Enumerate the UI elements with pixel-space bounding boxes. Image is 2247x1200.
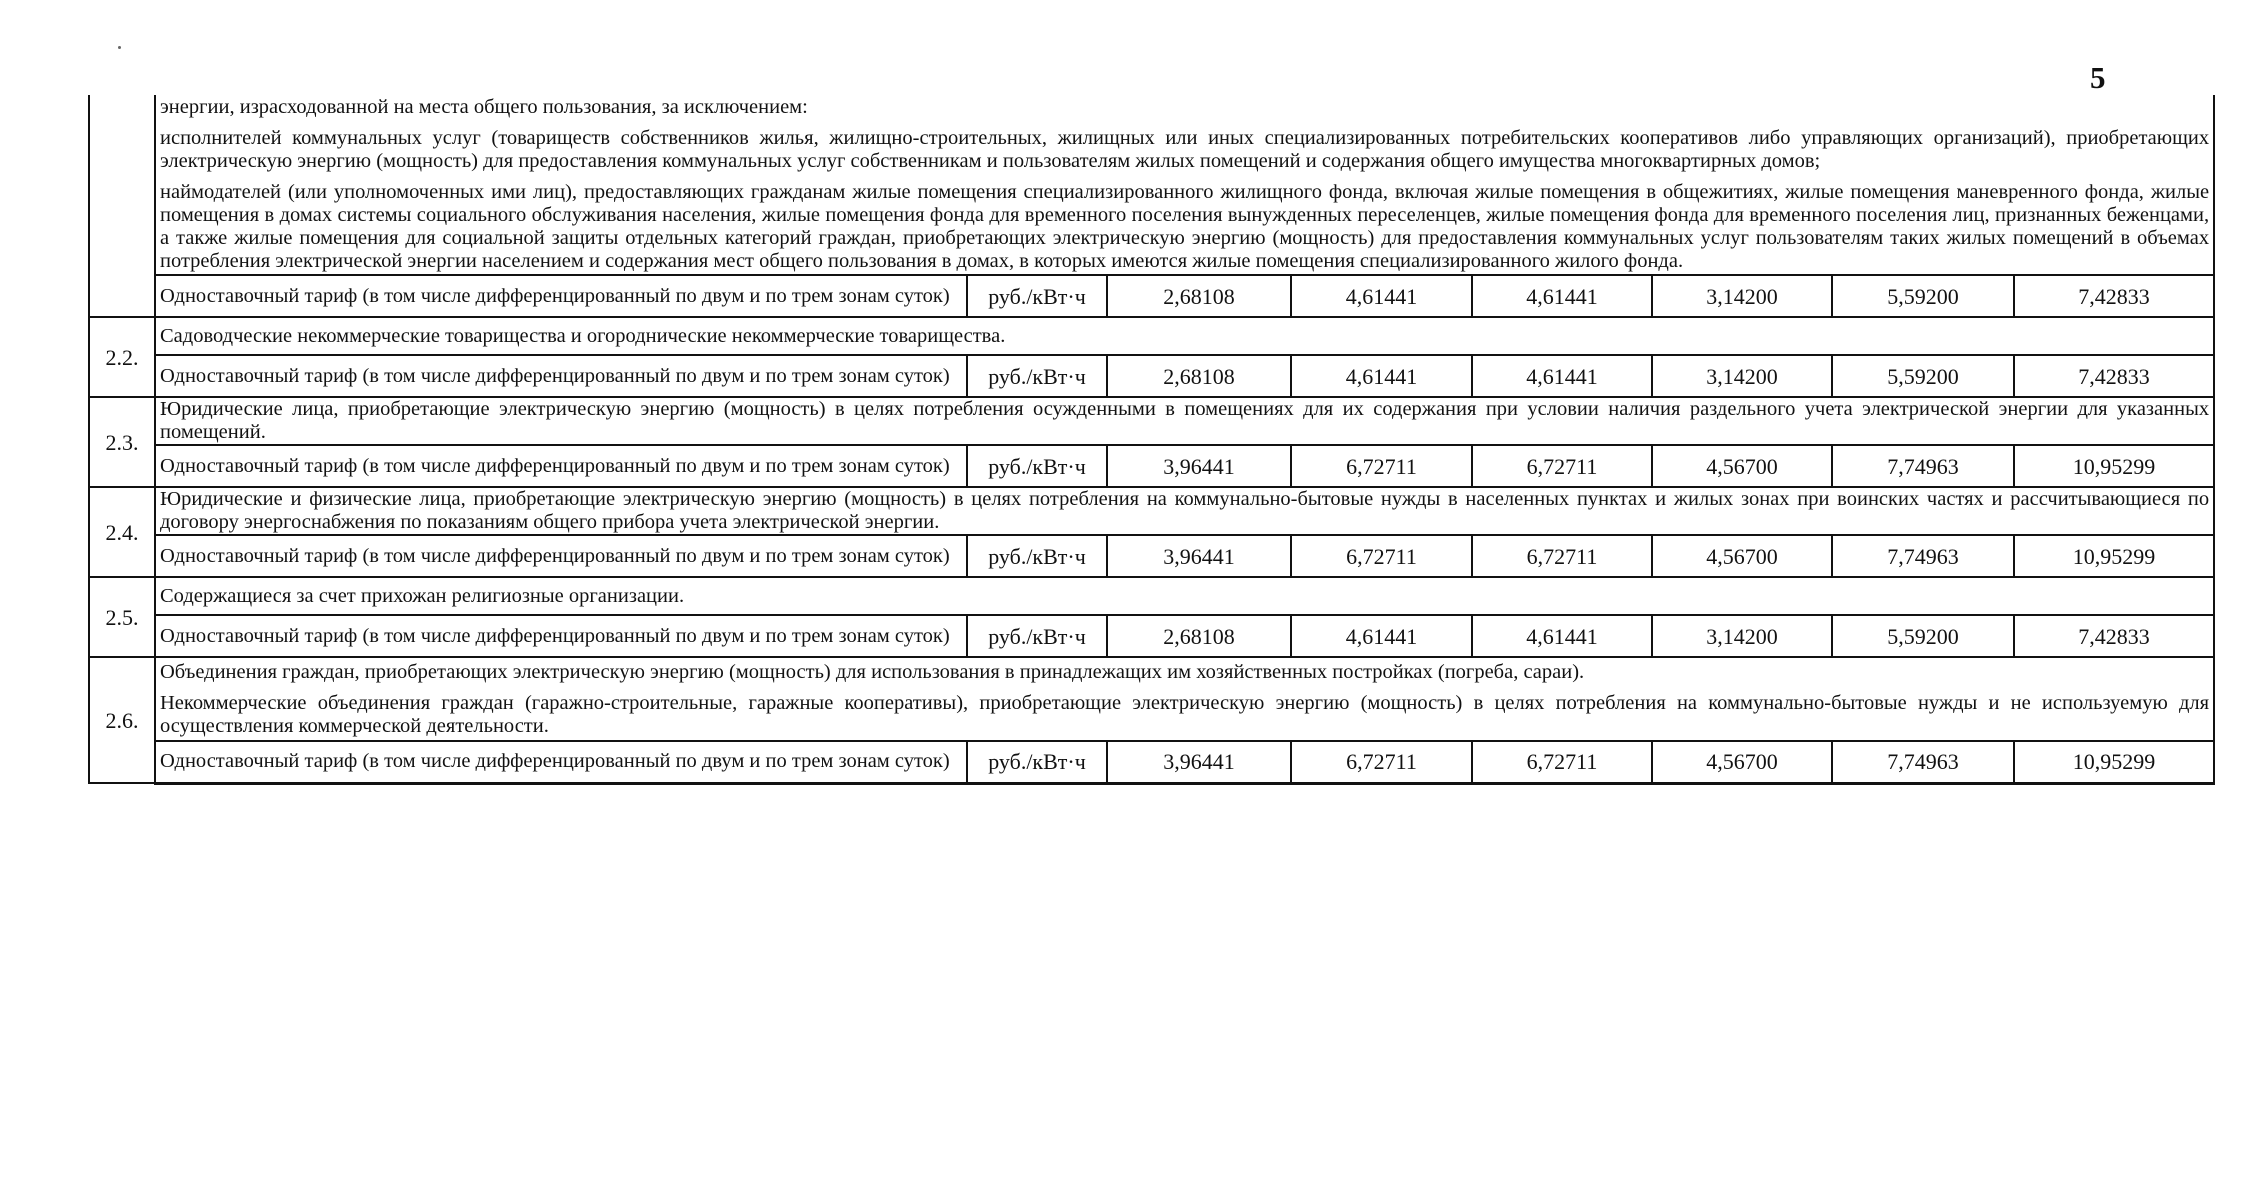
tariff-label: Одноставочный тариф (в том числе дифференцированный по двум и по трем зонам суток) — [155, 535, 967, 577]
section-description — [155, 577, 2214, 615]
tariff-value: 3,14200 — [1652, 355, 1832, 397]
tariff-row — [89, 275, 2214, 317]
tariff-value: 2,68108 — [1107, 355, 1291, 397]
page-number: 5 — [2090, 60, 2106, 95]
tariff-label: Одноставочный тариф (в том числе дифференцированный по двум и по трем зонам суток) — [155, 275, 967, 317]
tariff-value: 5,59200 — [1832, 275, 2014, 317]
section-row — [89, 95, 2214, 275]
tariff-value: 2,68108 — [1107, 615, 1291, 657]
description-paragraph: наймодателей (или уполномоченных ими лиц), предоставляющих гражданам жилые помещения специализированного жилищного фонда, включая жилые помещения в общежитиях, жилые помещения маневренного фонда, жилые помещения в домах системы социального обслуживания населения, жилые помещения фонда для временного поселения вынужденных переселенцев, жилые помещения фонда для временного поселения лиц, признанных беженцами, а также жилые помещения для социальной защиты отдельных категорий граждан, приобретающих электрическую энергию (мощность) для предоставления коммунальных услуг пользователям таких жилых помещений в объемах потребления электрической энергии населением и содержания мест общего пользования в домах, в которых имеются жилые помещения специализированного жилого фонда. — [160, 181, 2210, 272]
section-description — [155, 487, 2214, 535]
tariff-row — [89, 615, 2214, 657]
table-body — [89, 95, 2214, 783]
tariff-value: 5,59200 — [1832, 615, 2014, 657]
tariff-value: 6,72711 — [1472, 445, 1652, 487]
tariff-value: 4,61441 — [1291, 355, 1472, 397]
tariff-value: 4,61441 — [1291, 275, 1472, 317]
tariff-value: 7,42833 — [2014, 615, 2214, 657]
tariff-value: 6,72711 — [1291, 445, 1472, 487]
tariff-value: 7,74963 — [1832, 535, 2014, 577]
tariff-label: Одноставочный тариф (в том числе дифференцированный по двум и по трем зонам суток) — [155, 355, 967, 397]
tariff-row — [89, 445, 2214, 487]
tariff-value: 3,96441 — [1107, 445, 1291, 487]
tariff-value: 10,95299 — [2014, 741, 2214, 783]
description-paragraph: Содержащиеся за счет прихожан религиозные организации. — [160, 584, 685, 607]
tariff-value: 4,61441 — [1472, 355, 1652, 397]
tariff-unit: руб./кВт·ч — [967, 615, 1107, 657]
section-number: 2.3. — [89, 397, 155, 487]
tariff-value: 4,61441 — [1472, 615, 1652, 657]
description-paragraph: Садоводческие некоммерческие товарищества и огороднические некоммерческие товарищества. — [160, 324, 1006, 347]
section-description — [155, 95, 2214, 275]
tariff-value: 6,72711 — [1291, 741, 1472, 783]
tariff-value: 4,56700 — [1652, 445, 1832, 487]
tariff-value: 6,72711 — [1291, 535, 1472, 577]
section-row — [89, 657, 2214, 741]
section-description — [155, 657, 2214, 741]
scan-speck — [118, 46, 121, 49]
section-number: 2.6. — [89, 657, 155, 783]
section-row — [89, 317, 2214, 355]
tariff-value: 6,72711 — [1472, 535, 1652, 577]
section-description — [155, 397, 2214, 445]
tariff-unit: руб./кВт·ч — [967, 445, 1107, 487]
tariff-value: 2,68108 — [1107, 275, 1291, 317]
section-row — [89, 397, 2214, 445]
tariff-value: 3,96441 — [1107, 535, 1291, 577]
tariff-row — [89, 355, 2214, 397]
tariff-value: 10,95299 — [2014, 445, 2214, 487]
tariff-label: Одноставочный тариф (в том числе дифференцированный по двум и по трем зонам суток) — [155, 615, 967, 657]
tariff-value: 4,56700 — [1652, 535, 1832, 577]
section-row — [89, 487, 2214, 535]
tariff-value: 7,42833 — [2014, 355, 2214, 397]
tariff-value: 5,59200 — [1832, 355, 2014, 397]
tariff-value: 4,61441 — [1291, 615, 1472, 657]
tariff-label: Одноставочный тариф (в том числе дифференцированный по двум и по трем зонам суток) — [155, 741, 967, 783]
tariff-value: 3,14200 — [1652, 275, 1832, 317]
tariff-value: 10,95299 — [2014, 535, 2214, 577]
tariff-value: 3,14200 — [1652, 615, 1832, 657]
tariff-value: 4,61441 — [1472, 275, 1652, 317]
description-paragraph: исполнителей коммунальных услуг (товариществ собственников жилья, жилищно-строительных, жилищных или иных специализированных потребительских кооперативов либо управляющих организаций), приобретающих электрическую энергию (мощность) для предоставления коммунальных услуг собственникам и пользователям жилых помещений и содержания общего имущества многоквартирных домов; — [160, 127, 2210, 172]
section-number: 2.2. — [89, 317, 155, 397]
tariff-unit: руб./кВт·ч — [967, 535, 1107, 577]
tariff-value: 6,72711 — [1472, 741, 1652, 783]
section-number: 2.4. — [89, 487, 155, 577]
tariff-table — [88, 95, 2215, 785]
tariff-label: Одноставочный тариф (в том числе дифференцированный по двум и по трем зонам суток) — [155, 445, 967, 487]
description-paragraph: энергии, израсходованной на места общего пользования, за исключением: — [160, 96, 808, 118]
tariff-value: 7,42833 — [2014, 275, 2214, 317]
tariff-value: 4,56700 — [1652, 741, 1832, 783]
tariff-value: 7,74963 — [1832, 741, 2014, 783]
tariff-value: 3,96441 — [1107, 741, 1291, 783]
tariff-row — [89, 741, 2214, 783]
tariff-unit: руб./кВт·ч — [967, 275, 1107, 317]
tariff-row — [89, 535, 2214, 577]
description-paragraph: Юридические лица, приобретающие электрическую энергию (мощность) в целях потребления осужденными в помещениях для их содержания при условии наличия раздельного учета электрической энергии для указанных помещений. — [160, 398, 2210, 443]
description-paragraph: Юридические и физические лица, приобретающие электрическую энергию (мощность) в целях потребления на коммунально-бытовые нужды в населенных пунктах и жилых зонах при воинских частях и рассчитывающиеся по договору энергоснабжения по показаниям общего прибора учета электрической энергии. — [160, 488, 2210, 533]
section-row — [89, 577, 2214, 615]
tariff-unit: руб./кВт·ч — [967, 355, 1107, 397]
description-paragraph: Некоммерческие объединения граждан (гаражно-строительные, гаражные кооперативы), приобретающие электрическую энергию (мощность) в целях потребления на коммунально-бытовые нужды и не используемую для осуществления коммерческой деятельности. — [160, 691, 2210, 737]
section-number: 2.5. — [89, 577, 155, 657]
tariff-value: 7,74963 — [1832, 445, 2014, 487]
tariff-unit: руб./кВт·ч — [967, 741, 1107, 783]
description-paragraph: Объединения граждан, приобретающих электрическую энергию (мощность) для использования в принадлежащих им хозяйственных постройках (погреба, сараи). — [160, 660, 1585, 683]
section-number — [89, 95, 155, 317]
section-description — [155, 317, 2214, 355]
